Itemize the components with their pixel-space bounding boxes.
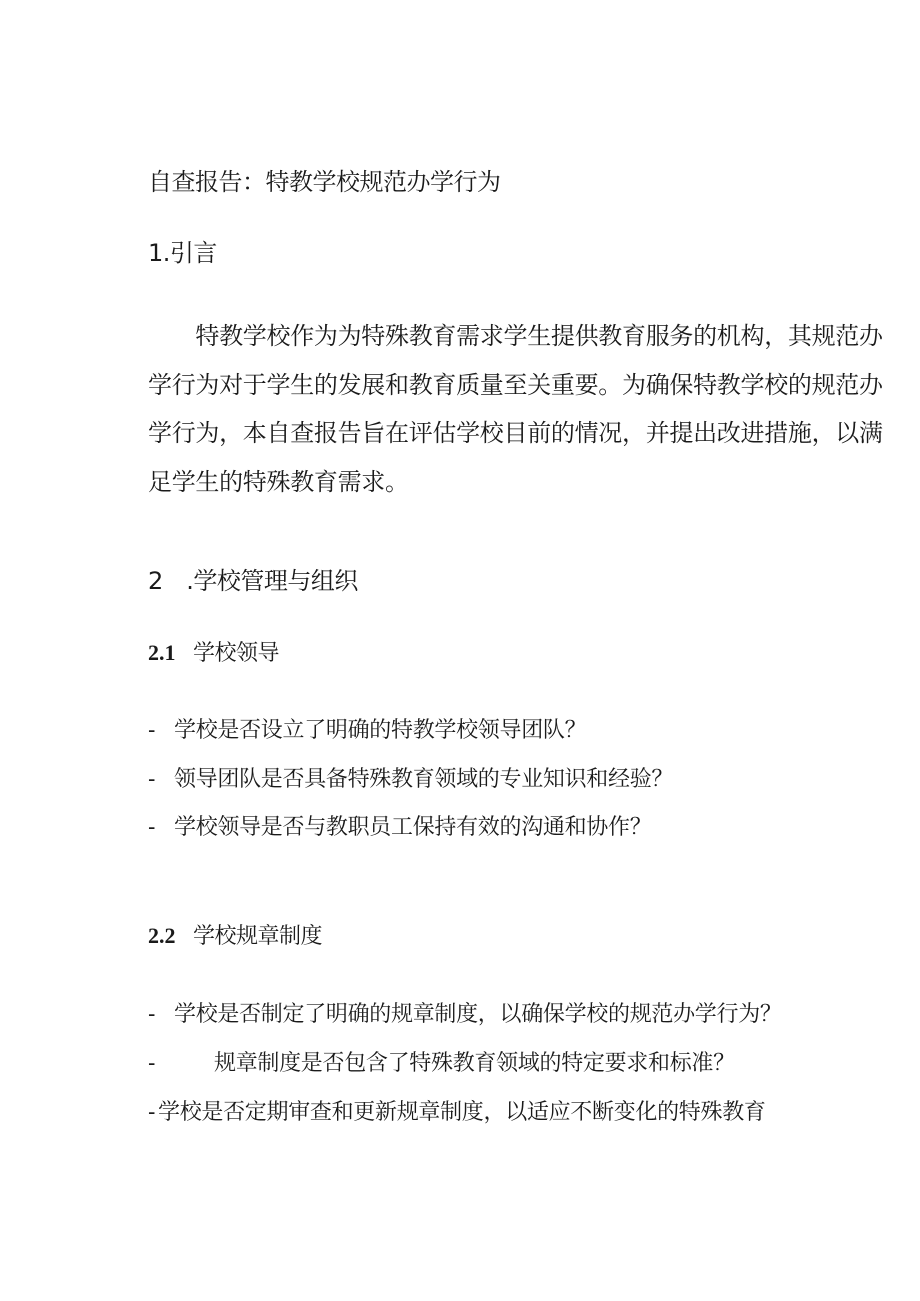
list-item-text: 规章制度是否包含了特殊教育领域的特定要求和标准？ bbox=[214, 1051, 735, 1076]
subsection-2-1-heading bbox=[148, 638, 279, 669]
document-title: 自查报告：特教学校规范办学行为 bbox=[148, 168, 501, 196]
section-2-heading: 2 .学校管理与组织 bbox=[148, 567, 358, 595]
list-item-text: 学校是否定期审查和更新规章制度，以适应不断变化的特殊教育 bbox=[158, 1100, 766, 1125]
list-item bbox=[148, 716, 586, 746]
list-item-text: 学校是否制定了明确的规章制度，以确保学校的规范办学行为？ bbox=[174, 1002, 782, 1027]
dash-marker: - bbox=[148, 815, 156, 840]
section-1-heading: 1.引言 bbox=[148, 239, 217, 267]
list-item-text: 领导团队是否具备特殊教育领域的专业知识和经验？ bbox=[174, 767, 674, 792]
list-item-text: 学校是否设立了明确的特教学校领导团队？ bbox=[174, 718, 587, 743]
list-item bbox=[148, 765, 673, 795]
dash-marker: - bbox=[148, 1100, 156, 1125]
subsection-label: 学校规章制度 bbox=[193, 924, 323, 949]
subsection-number: 2.1 bbox=[148, 640, 176, 665]
list-item-text: 学校领导是否与教职员工保持有效的沟通和协作？ bbox=[174, 815, 652, 840]
paragraph-line: 特教学校作为为特殊教育需求学生提供教育服务的机构，其规范办 bbox=[148, 322, 883, 350]
dash-marker: - bbox=[148, 718, 156, 743]
paragraph-line: 足学生的特殊教育需求。 bbox=[148, 467, 409, 496]
subsection-number: 2.2 bbox=[148, 923, 176, 948]
introduction-paragraph bbox=[148, 312, 883, 506]
paragraph-line: 学行为对于学生的发展和教育质量至关重要。为确保特教学校的规范办 bbox=[148, 370, 883, 399]
dash-marker: - bbox=[148, 767, 156, 792]
dash-marker: - bbox=[148, 1051, 156, 1076]
subsection-2-2-heading bbox=[148, 921, 322, 952]
paragraph-line: 学行为，本自查报告旨在评估学校目前的情况，并提出改进措施，以满 bbox=[148, 419, 883, 447]
list-item bbox=[148, 1098, 766, 1128]
subsection-label: 学校领导 bbox=[193, 641, 280, 666]
list-item bbox=[148, 1049, 735, 1079]
dash-marker: - bbox=[148, 1002, 156, 1027]
list-item bbox=[148, 813, 651, 843]
list-item bbox=[148, 1000, 782, 1030]
